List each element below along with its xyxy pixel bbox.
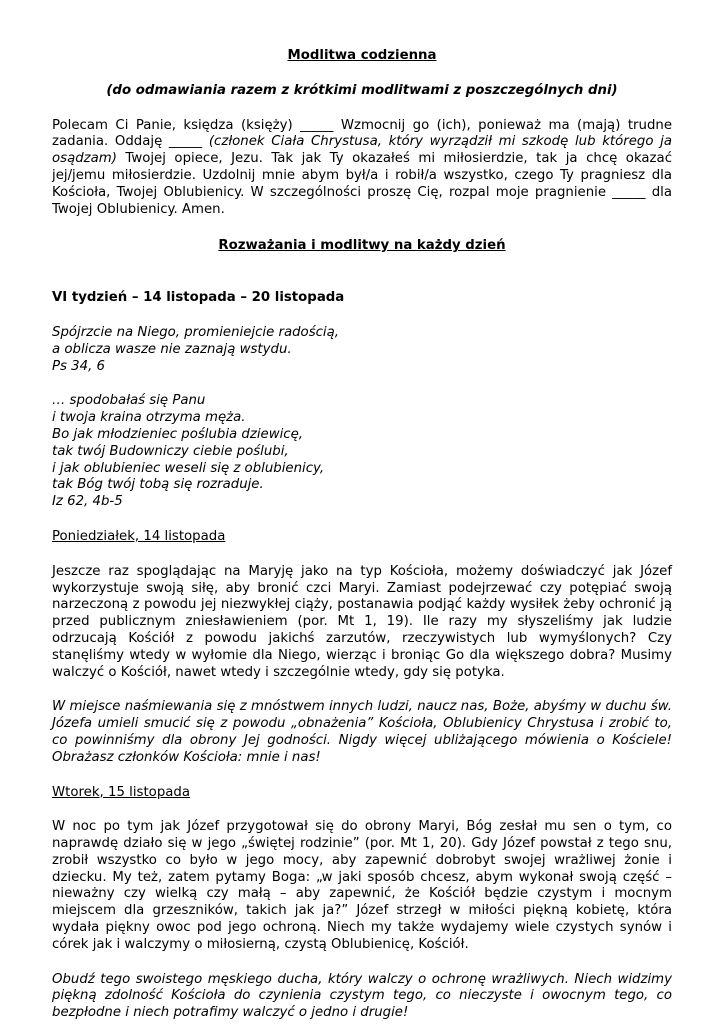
verse-line: Spójrzcie na Niego, promieniejcie radością,	[52, 324, 339, 340]
verse-line: i jak oblubieniec weseli się z oblubienicy,	[52, 460, 325, 476]
document-title: Modlitwa codzienna	[287, 48, 437, 63]
monday-reflection: Jeszcze raz spoglądając na Maryję jako na typ Kościoła, możemy doświadczyć jak Józef wykorzystuje swoją siłę, aby bronić czci Maryi. Zamiast podejrzewać czy potępiać swoją narzeczoną z powodu jej niezwykłej ciąży, postanawia podjąć każdy wysiłek żeby ochronić ją przed publicznym zniesławieniem (por. Mt 1, 19). Ile razy my słyszeliśmy jak ludzie odrzucają Kościół z powodu jakichś zarzutów, rzeczywistych lub wymyślonych? Czy stanęliśmy wtedy w wyłomie dla Niego, wierząc i broniąc Go dla większego dobra? Musimy walczyć o Kościół, nawet wtedy i szczególnie wtedy, gdy się potyka.	[52, 563, 672, 680]
verse-isaiah	[52, 393, 672, 511]
prayer-text-italic: (członek Ciała Chrystusa, który wyrządził mi szkodę lub którego ja osądzam)	[52, 134, 672, 167]
verse-reference: Iz 62, 4b-5	[52, 494, 123, 510]
verse-line: i twoja kraina otrzyma męża.	[52, 410, 246, 426]
verse-line: tak twój Budowniczy ciebie poślubi,	[52, 443, 289, 459]
day-heading-monday: Poniedziałek, 14 listopada	[52, 528, 226, 544]
tuesday-prayer: Obudź tego swoistego męskiego ducha, który walczy o ochronę wrażliwych. Niech widzimy piękną zdolność Kościoła do czynienia czystym tego, co nieczyste i owocnym tego, co bezpłodne i niech potrafimy walczyć o jedno i drugie!	[52, 971, 672, 1021]
verse-line: a oblicza wasze nie zaznają wstydu.	[52, 341, 292, 357]
document-subtitle: (do odmawiania razem z krótkimi modlitwami z poszczególnych dni)	[106, 82, 618, 98]
prayer-text-start: Polecam Ci Panie, księdza (księży) _____ Wzmocnij go (ich), ponieważ ma (mają) trudne zadania. Oddaję _____	[52, 117, 672, 150]
prayer-text-end: Twojej opiece, Jezu. Tak jak Ty okazałeś mi miłosierdzie, tak ja chcę okazać jej/jemu miłosierdzie. Uzdolnij mnie abym był/a i robił/a wszystko, czego Ty pragniesz dla Kościoła, Twojej Oblubienicy. W szczególności proszę Cię, rozpal moje pragnienie _____ dla Twojej Oblubienicy. Amen.	[52, 151, 672, 217]
tuesday-reflection: W noc po tym jak Józef przygotował się do obrony Maryi, Bóg zesłał mu sen o tym, co naprawdę działo się w jego „świętej rodzinie” (por. Mt 1, 20). Gdy Józef powstał z tego snu, zrobił wszystko co było w jego mocy, aby zapewnić dobrobyt swojej wrażliwej żonie i dziecku. My też, zatem pytamy Boga: „w jaki sposób chcesz, abym wykonał swoją część – nieważny czy wielką czy małą – aby zapewnić, że Kościół będzie czystym i mocnym miejscem dla grzeszników, takich jak ja?” Józef strzegł w miłości piękną kobietę, która wydała piękny owoc pod jego ochroną. Niech my także wydajemy wiele czystych synów i córek jak i walczymy o miłosierną, czystą Oblubienicę, Kościół.	[52, 819, 672, 952]
verse-psalm	[52, 325, 672, 375]
monday-prayer: W miejsce naśmiewania się z mnóstwem innych ludzi, naucz nas, Boże, abyśmy w duchu św. Józefa umieli smucić się z powodu „obnażenia” Kościoła, Oblubienicy Chrystusa i zrobić to, co powinniśmy dla obrony Jej godności. Nigdy więcej ubliżającego mówienia o Kościele! Obrażasz członków Kościoła: mnie i nas!	[52, 699, 672, 765]
verse-line: … spodobałaś się Panu	[52, 393, 206, 409]
daily-prayer-paragraph	[52, 118, 672, 219]
week-heading: VI tydzień – 14 listopada – 20 listopada	[52, 290, 345, 306]
verse-line: Bo jak młodzieniec poślubia dziewicę,	[52, 426, 304, 442]
section-title: Rozważania i modlitwy na każdy dzień	[218, 238, 506, 254]
verse-line: tak Bóg twój tobą się rozraduje.	[52, 477, 264, 493]
verse-reference: Ps 34, 6	[52, 358, 106, 374]
day-heading-tuesday: Wtorek, 15 listopada	[52, 784, 190, 800]
